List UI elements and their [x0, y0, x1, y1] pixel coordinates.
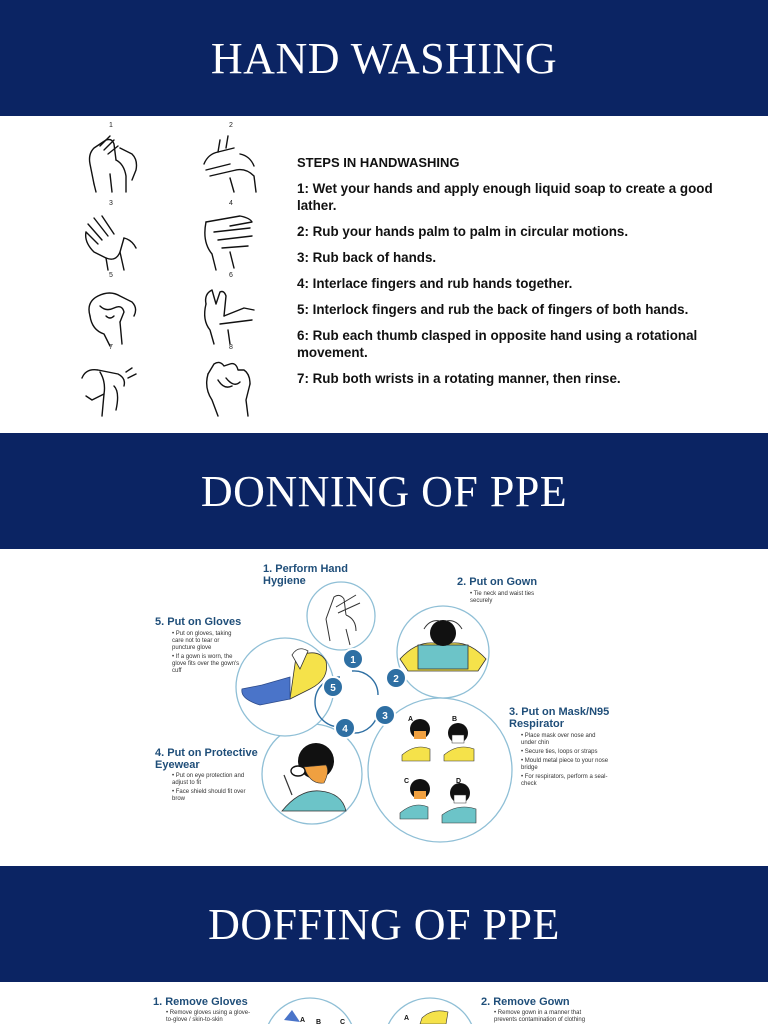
donning-step-3-bullets	[521, 733, 611, 790]
doffing-label: A	[404, 1015, 410, 1022]
hand-illustration-5	[89, 293, 136, 346]
step-number: 5	[330, 683, 336, 694]
donning-step-4-bullets	[172, 773, 250, 805]
section-title: DOFFING OF PPE	[208, 899, 560, 949]
hand-step-number: 4	[229, 200, 233, 207]
hand-step-number: 5	[109, 272, 113, 279]
donning-illustration	[0, 549, 768, 866]
hand-washing-banner	[0, 0, 768, 116]
step-item: 3: Rub back of hands.	[297, 250, 437, 265]
doffing-step-2-bullets	[494, 1010, 604, 1024]
bullet: • Tie neck and waist ties securely	[470, 591, 535, 604]
mask-label: C	[404, 778, 410, 785]
step-number: 1	[350, 655, 356, 666]
mask-label: B	[452, 716, 458, 723]
mask-label: A	[408, 716, 414, 723]
donning-ppe-diagram	[0, 549, 768, 866]
doffing-step-2-title: 2. Remove Gown	[481, 996, 570, 1008]
step-number: 3	[382, 711, 388, 722]
hand-illustration-4	[205, 216, 252, 270]
hand-illustration-8	[207, 362, 250, 416]
doffing-step-1-bullets	[166, 1010, 256, 1024]
hand-step-number: 8	[229, 344, 233, 351]
step-number: 2	[393, 674, 399, 685]
donning-banner	[0, 433, 768, 549]
step-item: 4: Interlace fingers and rub hands together.	[297, 276, 573, 291]
bullet: • For respirators, perform a seal-check	[521, 774, 608, 787]
donning-step-4-title: 4. Put on Protective Eyewear	[155, 747, 258, 771]
bullet: • Put on gloves, taking care not to tear or puncture glove	[172, 631, 232, 651]
handwashing-steps-list	[297, 154, 737, 396]
section-title: HAND WASHING	[210, 33, 558, 83]
doffing-illustration	[0, 982, 768, 1024]
hand-hygiene-circle	[307, 582, 375, 650]
section-title: DONNING OF PPE	[200, 466, 568, 516]
doffing-banner	[0, 866, 768, 982]
donning-step-5-bullets	[172, 631, 242, 677]
step-item: 2: Rub your hands palm to palm in circular motions.	[297, 224, 629, 239]
hand-step-number: 3	[109, 200, 113, 207]
bullet: • Remove gown in a manner that prevents contamination of clothing	[494, 1010, 586, 1023]
hand-illustration-6	[205, 290, 254, 344]
bullet: • Place mask over nose and under chin	[521, 733, 596, 746]
bullet: • Secure ties, loops or straps	[521, 749, 598, 755]
bullet: • Remove gloves using a glove-to-glove / skin-to-skin	[166, 1010, 251, 1023]
doffing-step-1-title: 1. Remove Gloves	[153, 996, 248, 1008]
donning-step-2-title: 2. Put on Gown	[457, 576, 538, 588]
donning-step-2-bullets	[470, 591, 550, 607]
hand-illustration-7	[82, 368, 136, 416]
bullet: • Put on eye protection and adjust to fit	[172, 773, 245, 786]
hand-washing-section	[0, 116, 768, 433]
doffing-label: C	[340, 1019, 346, 1024]
step-number: 4	[342, 724, 348, 735]
doffing-label: A	[300, 1017, 306, 1024]
hand-step-number: 2	[229, 122, 233, 129]
hand-illustration-1	[90, 136, 137, 192]
hand-washing-illustrations	[0, 116, 300, 433]
step-item: 1: Wet your hands and apply enough liquid soap to create a good lather.	[297, 181, 713, 213]
hand-step-number: 7	[109, 344, 113, 351]
hand-step-number: 1	[109, 122, 113, 129]
hand-illustration-2	[204, 136, 256, 192]
mask-label: D	[456, 778, 462, 785]
hand-step-number: 6	[229, 272, 233, 279]
donning-step-1-title: 1. Perform Hand Hygiene	[263, 563, 348, 587]
doffing-ppe-diagram	[0, 982, 768, 1024]
bullet: • If a gown is worn, the glove fits over the gown's cuff	[172, 654, 240, 674]
donning-step-5-title: 5. Put on Gloves	[155, 616, 242, 628]
step-item: 5: Interlock fingers and rub the back of fingers of both hands.	[297, 302, 689, 317]
hand-illustration-3	[86, 216, 136, 270]
step-item: 7: Rub both wrists in a rotating manner, then rinse.	[297, 371, 621, 386]
step-item: 6: Rub each thumb clasped in opposite hand using a rotational movement.	[297, 328, 698, 360]
bullet: • Mould metal piece to your nose bridge	[521, 758, 609, 771]
doffing-label: B	[316, 1019, 322, 1024]
steps-heading: STEPS IN HANDWASHING	[297, 155, 460, 170]
donning-step-3-title: 3. Put on Mask/N95 Respirator	[509, 706, 610, 730]
bullet: • Face shield should fit over brow	[172, 789, 246, 802]
